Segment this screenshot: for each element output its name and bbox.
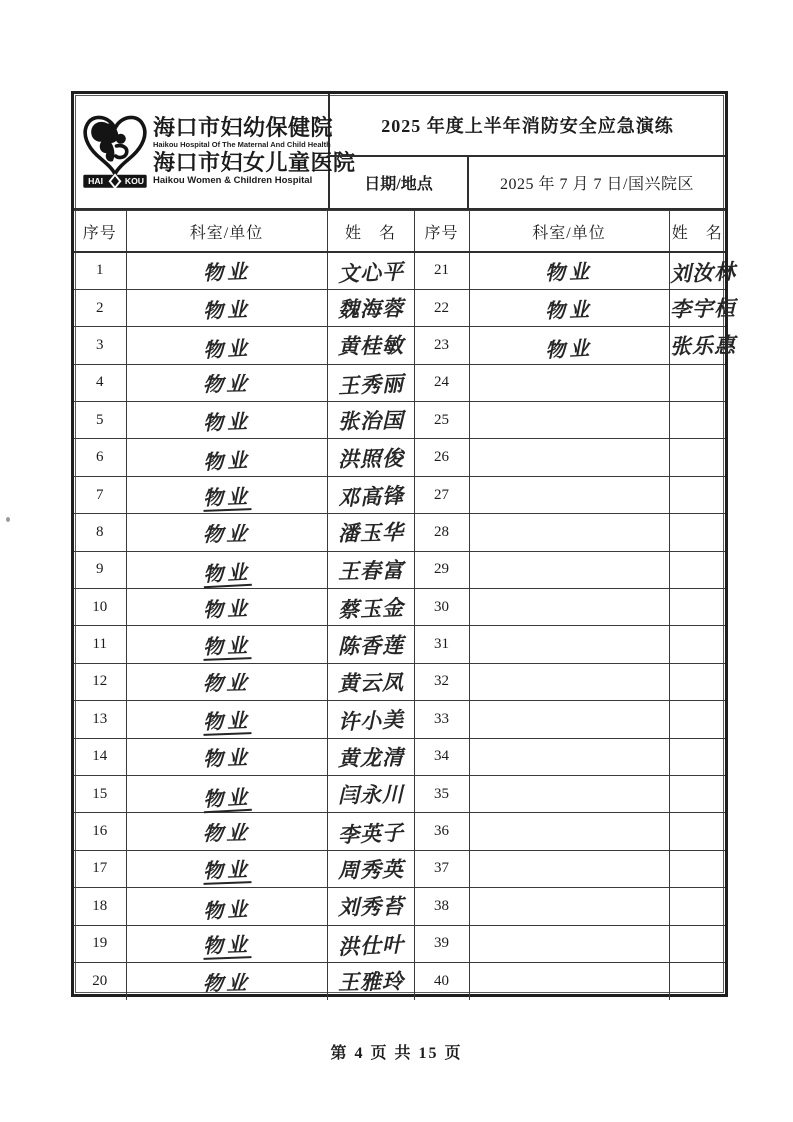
- name-signature: 张治国: [327, 402, 414, 439]
- name-signature: [669, 402, 725, 439]
- row-number: 4: [74, 364, 126, 401]
- row-number: 23: [414, 327, 469, 364]
- dept-signature: [469, 701, 669, 738]
- name-signature: 张乐惠: [669, 327, 725, 364]
- name-signature: 王雅玲: [327, 962, 414, 1000]
- name-signature: 周秀英: [327, 850, 414, 887]
- row-number: 26: [414, 439, 469, 476]
- row-number: 22: [414, 289, 469, 326]
- row-number: 19: [74, 925, 126, 962]
- table-row: [74, 551, 725, 588]
- row-number: 5: [74, 402, 126, 439]
- dept-signature: 物业: [126, 289, 327, 326]
- name-signature: 陈香莲: [327, 626, 414, 663]
- row-number: 20: [74, 962, 126, 1000]
- row-number: 11: [74, 626, 126, 663]
- table-row: [74, 626, 725, 663]
- dept-signature: [469, 402, 669, 439]
- name-signature: 黄龙清: [327, 738, 414, 775]
- table-row: [74, 888, 725, 925]
- table-row: [74, 589, 725, 626]
- name-signature: 蔡玉金: [327, 589, 414, 626]
- dept-signature: [469, 626, 669, 663]
- row-number: 16: [74, 813, 126, 850]
- row-number: 38: [414, 888, 469, 925]
- name-signature: [669, 589, 725, 626]
- grid-body: [74, 252, 737, 1000]
- dept-signature: 物业: [126, 402, 327, 439]
- name-signature: 邓高锋: [327, 476, 414, 513]
- dept-signature: 物业: [126, 663, 327, 700]
- name-signature: 李英子: [327, 813, 414, 850]
- table-row: [74, 364, 725, 401]
- row-number: 7: [74, 476, 126, 513]
- hospital-cn-name-bottom: 海口市妇女儿童医院: [153, 149, 356, 175]
- name-signature: [669, 439, 725, 476]
- dept-signature: [469, 850, 669, 887]
- dept-signature: 物业: [126, 364, 327, 401]
- hospital-cn-name-top: 海口市妇幼保健院: [153, 115, 334, 140]
- dept-signature: [469, 439, 669, 476]
- dept-signature: 物业: [469, 327, 669, 364]
- col-header-name-right: 姓 名: [669, 211, 725, 253]
- dept-signature: [469, 514, 669, 551]
- name-signature: 刘秀苔: [327, 888, 414, 925]
- signin-grid: [74, 210, 737, 1000]
- col-header-name-left: 姓 名: [327, 211, 414, 253]
- row-number: 33: [414, 701, 469, 738]
- row-number: 32: [414, 663, 469, 700]
- dept-signature: 物业: [126, 439, 327, 476]
- dept-signature: 物业: [126, 476, 327, 513]
- row-number: 9: [74, 551, 126, 588]
- table-row: [74, 327, 725, 364]
- name-signature: [669, 850, 725, 887]
- row-number: 24: [414, 364, 469, 401]
- col-header-dept-right: 科室/单位: [469, 211, 669, 253]
- dept-signature: [469, 813, 669, 850]
- hospital-logo-cell: [74, 94, 356, 208]
- dept-signature: 物业: [126, 962, 327, 1000]
- name-signature: 洪仕叶: [327, 925, 414, 962]
- name-signature: [669, 888, 725, 925]
- hospital-heart-logo-icon: [79, 103, 151, 199]
- name-signature: [669, 663, 725, 700]
- name-signature: [669, 701, 725, 738]
- dept-signature: [469, 738, 669, 775]
- row-number: 40: [414, 962, 469, 1000]
- row-number: 34: [414, 738, 469, 775]
- dept-signature: 物业: [126, 252, 327, 289]
- dept-signature: 物业: [126, 738, 327, 775]
- name-signature: 李宇桓: [669, 289, 725, 326]
- dept-signature: [469, 589, 669, 626]
- name-signature: [669, 813, 725, 850]
- dept-signature: 物业: [126, 589, 327, 626]
- name-signature: [669, 962, 725, 1000]
- dept-signature: [469, 775, 669, 812]
- dept-signature: 物业: [126, 850, 327, 887]
- page-number-footer: 第 4 页 共 15 页: [330, 1045, 463, 1062]
- event-title: 2025 年度上半年消防安全应急演练: [330, 94, 725, 157]
- dept-signature: 物业: [126, 551, 327, 588]
- table-row: [74, 514, 725, 551]
- row-number: 6: [74, 439, 126, 476]
- grid-header-row: [74, 211, 725, 253]
- signin-sheet-table: [71, 91, 737, 997]
- row-number: 15: [74, 775, 126, 812]
- table-row: [74, 701, 725, 738]
- dept-signature: [469, 663, 669, 700]
- row-number: 36: [414, 813, 469, 850]
- table-row: [74, 439, 725, 476]
- col-header-dept-left: 科室/单位: [126, 211, 327, 253]
- hospital-en-name-top: Haikou Hospital Of The Maternal And Child Health: [153, 140, 331, 149]
- logo-banner-text-right: KOU: [124, 176, 145, 187]
- row-number: 28: [414, 514, 469, 551]
- sheet-header: [74, 94, 725, 210]
- table-row: [74, 663, 725, 700]
- date-row: [330, 157, 725, 208]
- row-number: 14: [74, 738, 126, 775]
- row-number: 8: [74, 514, 126, 551]
- row-number: 29: [414, 551, 469, 588]
- hospital-en-name-bottom: Haikou Women & Children Hospital: [153, 174, 313, 186]
- name-signature: 黄云凤: [327, 663, 414, 700]
- row-number: 18: [74, 888, 126, 925]
- dept-signature: 物业: [126, 888, 327, 925]
- logo-banner-text-left: HAI: [88, 176, 103, 187]
- name-signature: [669, 476, 725, 513]
- table-row: [74, 925, 725, 962]
- name-signature: 刘汝林: [669, 252, 725, 289]
- table-row: [74, 962, 725, 1000]
- row-number: 27: [414, 476, 469, 513]
- hospital-names: [153, 117, 356, 185]
- col-header-no-left: 序号: [74, 211, 126, 253]
- name-signature: [669, 925, 725, 962]
- table-row: [74, 402, 725, 439]
- dept-signature: [469, 925, 669, 962]
- name-signature: 王春富: [327, 551, 414, 588]
- row-number: 21: [414, 252, 469, 289]
- name-signature: [669, 775, 725, 812]
- row-number: 30: [414, 589, 469, 626]
- name-signature: 闫永川: [327, 775, 414, 812]
- name-signature: 洪照俊: [327, 439, 414, 476]
- row-number: 37: [414, 850, 469, 887]
- table-row: [74, 850, 725, 887]
- table-row: [74, 252, 725, 289]
- date-location-label: 日期/地点: [330, 157, 469, 208]
- name-signature: [669, 738, 725, 775]
- dept-signature: [469, 888, 669, 925]
- name-signature: 文心平: [327, 252, 414, 289]
- row-number: 10: [74, 589, 126, 626]
- name-signature: 黄桂敏: [327, 327, 414, 364]
- col-header-no-right: 序号: [414, 211, 469, 253]
- dept-signature: 物业: [126, 626, 327, 663]
- name-signature: 潘玉华: [327, 514, 414, 551]
- dept-signature: 物业: [126, 327, 327, 364]
- name-signature: [669, 514, 725, 551]
- name-signature: [669, 551, 725, 588]
- table-row: [74, 738, 725, 775]
- dept-signature: 物业: [469, 252, 669, 289]
- table-row: [74, 775, 725, 812]
- table-row: [74, 813, 725, 850]
- row-number: 35: [414, 775, 469, 812]
- dept-signature: [469, 364, 669, 401]
- dept-signature: 物业: [126, 925, 327, 962]
- title-area: [330, 94, 725, 208]
- scan-speck: [6, 517, 10, 522]
- name-signature: 魏海蓉: [327, 289, 414, 326]
- table-row: [74, 289, 725, 326]
- row-number: 12: [74, 663, 126, 700]
- row-number: 39: [414, 925, 469, 962]
- dept-signature: [469, 962, 669, 1000]
- name-signature: [669, 364, 725, 401]
- row-number: 3: [74, 327, 126, 364]
- dept-signature: [469, 476, 669, 513]
- dept-signature: [469, 551, 669, 588]
- row-number: 2: [74, 289, 126, 326]
- row-number: 25: [414, 402, 469, 439]
- dept-signature: 物业: [126, 514, 327, 551]
- row-number: 31: [414, 626, 469, 663]
- name-signature: 王秀丽: [327, 364, 414, 401]
- table-row: [74, 476, 725, 513]
- dept-signature: 物业: [126, 701, 327, 738]
- name-signature: 许小美: [327, 701, 414, 738]
- row-number: 17: [74, 850, 126, 887]
- dept-signature: 物业: [126, 813, 327, 850]
- dept-signature: 物业: [469, 289, 669, 326]
- dept-signature: 物业: [126, 775, 327, 812]
- row-number: 13: [74, 701, 126, 738]
- row-number: 1: [74, 252, 126, 289]
- name-signature: [669, 626, 725, 663]
- date-location-value: 2025 年 7 月 7 日/国兴院区: [500, 176, 694, 193]
